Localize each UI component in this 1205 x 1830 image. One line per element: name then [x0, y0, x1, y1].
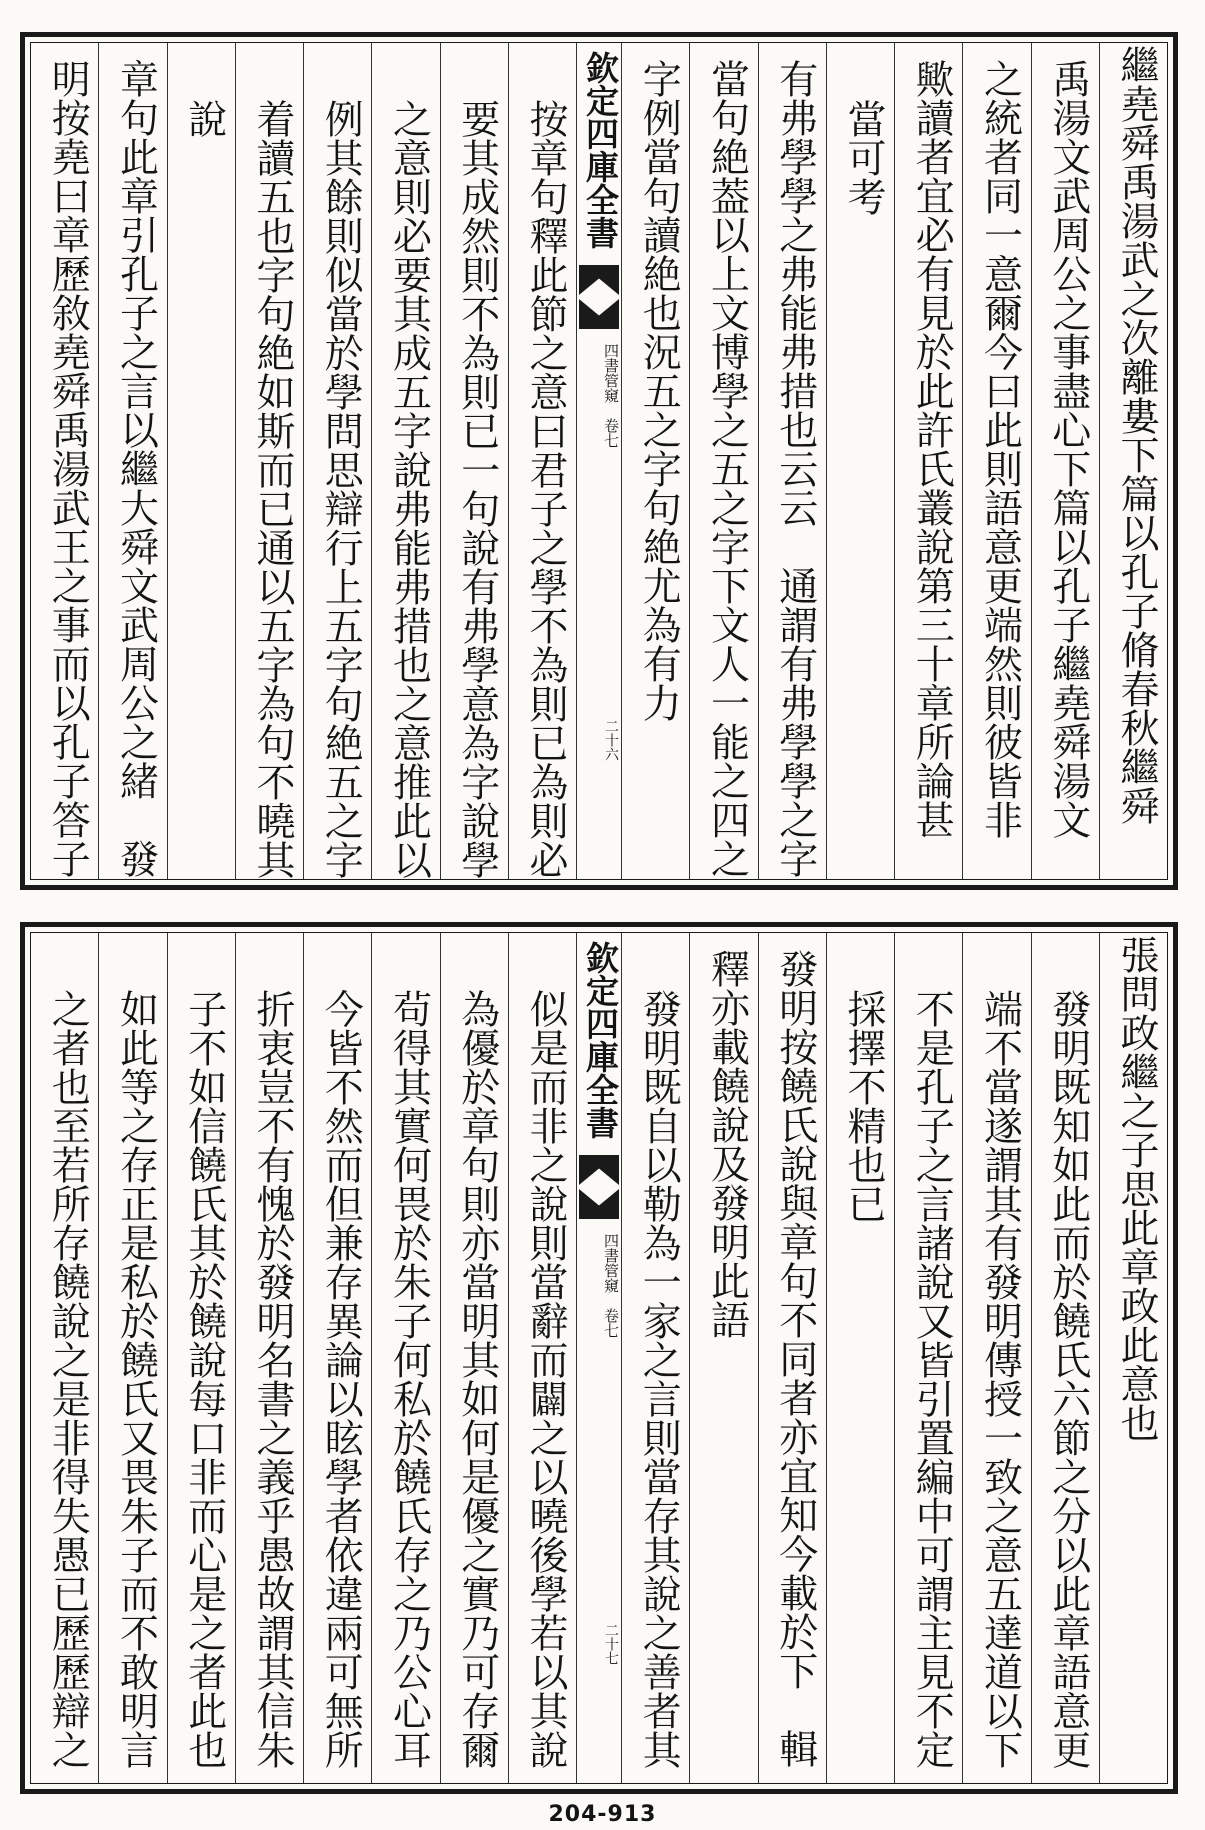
page-lower [20, 922, 1178, 1794]
center-fold-column [577, 43, 622, 879]
text-column: 當句絶葢以上文博學之五之字下文人一能之四之 [690, 43, 758, 879]
text-column: 之意則必要其成五字說弗能弗措也之意推此以 [372, 43, 440, 879]
text-column: 着讀五也字句絶如斯而已通以五字為句不曉其 [236, 43, 304, 879]
fish-tail-mark-icon [579, 299, 619, 329]
fish-tail-mark-icon [579, 265, 619, 295]
folio-number: 二十七 [603, 1623, 619, 1665]
text-column: 明按堯曰章歷敘堯舜禹湯武王之事而以孔子答子 [31, 43, 99, 879]
text-column: 有弗學學之弗能弗措也云云 通謂有弗學學之字 [759, 43, 827, 879]
text-column: 不是孔子之言諸說又皆引置編中可謂主見不定 [895, 933, 963, 1783]
text-column: 發明既自以勒為一家之言則當存其說之善者其 [622, 933, 690, 1783]
text-frame-upper [30, 42, 1168, 880]
running-head-volume: 四書管窺 卷七 [602, 1233, 620, 1338]
center-fold-column [577, 933, 622, 1783]
text-column: 例其餘則似當於學問思辯行上五字句絶五之字 [304, 43, 372, 879]
text-column: 繼堯舜禹湯武之次離婁下篇以孔子脩春秋繼舜 [1114, 45, 1159, 825]
sheet-number: 204-913 [548, 1802, 657, 1827]
text-column: 發明按饒氏說與章句不同者亦宜知今載於下 輯 [759, 933, 827, 1783]
text-column: 似是而非之說則當辭而闢之以曉後學若以其說 [509, 933, 577, 1783]
text-column: 說 [168, 43, 236, 879]
fish-tail-mark-icon [579, 1189, 619, 1219]
fish-tail-mark-icon [579, 1155, 619, 1185]
text-column: 端不當遂謂其有發明傳授一致之意五達道以下 [963, 933, 1031, 1783]
running-head-library: 欽定四庫全書 [581, 51, 620, 249]
text-frame-lower [30, 932, 1168, 1784]
text-column: 發明既知如此而於饒氏六節之分以此章語意更 [1032, 933, 1100, 1783]
text-column: 要其成然則不為則已一句說有弗學意為字說學 [441, 43, 509, 879]
text-column: 為優於章句則亦當明其如何是優之實乃可存爾 [441, 933, 509, 1783]
text-column: 章句此章引孔子之言以繼大舜文武周公之緒 發 [99, 43, 167, 879]
text-column: 當可考 [827, 43, 895, 879]
page-upper [20, 32, 1178, 890]
text-column: 按章句釋此節之意曰君子之學不為則已為則必 [509, 43, 577, 879]
text-column: 折衷豈不有愧於發明名書之義乎愚故謂其信朱 [236, 933, 304, 1783]
text-column: 採擇不精也已 [827, 933, 895, 1783]
text-column: 之統者同一意爾今曰此則語意更端然則彼皆非 [963, 43, 1031, 879]
text-column: 子不如信饒氏其於饒說每口非而心是之者此也 [168, 933, 236, 1783]
text-column: 字例當句讀絶也況五之字句絶尤為有力 [622, 43, 690, 879]
text-column: 釋亦載饒說及發明此語 [690, 933, 758, 1783]
text-column: 禹湯文武周公之事盡心下篇以孔子繼堯舜湯文 [1032, 43, 1100, 879]
folio-number: 二十六 [603, 719, 619, 761]
text-column: 如此等之存正是私於饒氏又畏朱子而不敢明言 [99, 933, 167, 1783]
text-column: 茍得其實何畏於朱子何私於饒氏存之乃公心耳 [372, 933, 440, 1783]
running-head-volume: 四書管窺 卷七 [602, 343, 620, 448]
running-head-library: 欽定四庫全書 [581, 941, 620, 1139]
text-column: 之者也至若所存饒說之是非得失愚已歷歷辯之 [31, 933, 99, 1783]
text-column: 張問政繼之子思此章政此意也 [1114, 935, 1159, 1442]
text-column: 歟讀者宜必有見於此許氏叢說第三十章所論甚 [895, 43, 963, 879]
text-column: 今皆不然而但兼存異論以眩學者依違兩可無所 [304, 933, 372, 1783]
